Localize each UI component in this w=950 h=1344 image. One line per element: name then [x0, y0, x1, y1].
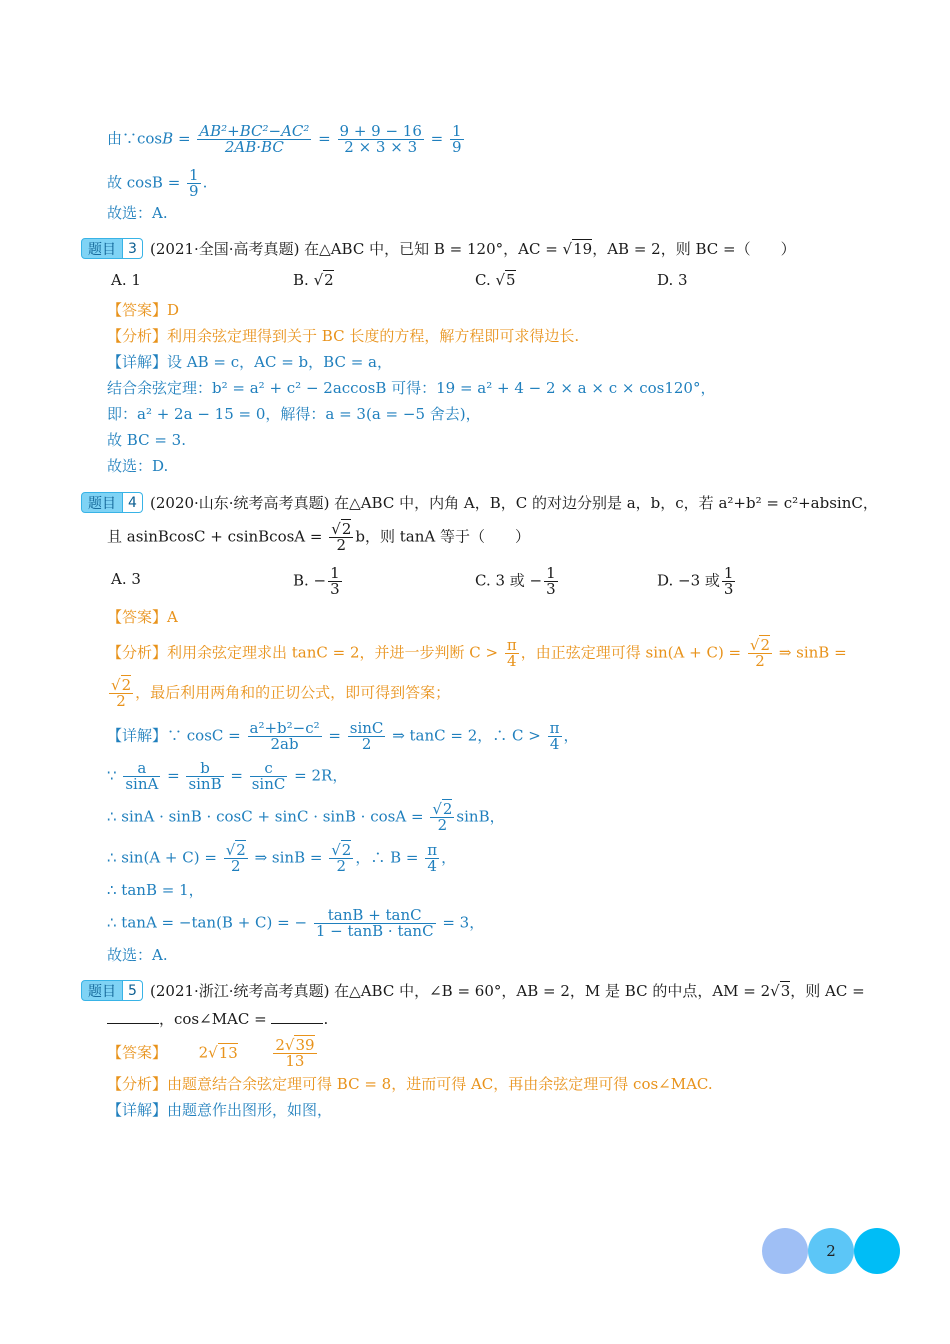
fraction-result: $\frac{1}{9}$ — [452, 122, 462, 156]
q4-detail-2: ∵ $\frac{a}{\sin A}$ = $\frac{b}{\sin B}$ = $\frac{c}{\sin C}$ = 2R， — [107, 759, 348, 793]
q4-option-a: A. 3 — [111, 570, 141, 588]
q4-detail-5: ∴ tanB = 1， — [107, 881, 204, 899]
q5-analysis: 【分析】由题意结合余弦定理可得 BC = 8，进而可得 AC，再由余弦定理可得 cos∠MAC. — [107, 1075, 713, 1093]
tag-label: 题目 — [81, 492, 123, 513]
q4-analysis-1: 【分析】利用余弦定理求出 tanC = 2，并进一步判断 C > $\frac{\pi}{4}$ ，由正弦定理可得 sin(A + C) = $\frac{√2}{2}$ ⇒ sinB = — [107, 636, 847, 670]
q4-detail-3: ∴ sinA · sinB · cosC + sinC · sinB · cosA = $\frac{√2}{2}$ sinB， — [107, 800, 505, 834]
q4-option-d: D. −3 或 $\frac{1}{3}$ — [657, 564, 734, 598]
tag-number: 4 — [123, 492, 143, 513]
q3-option-b: B. √2 — [293, 271, 334, 289]
fraction-root2-over-2: $\frac{√2}{2}$ — [331, 520, 352, 554]
q3-detail-5: 故选：D. — [107, 457, 169, 475]
question-tag-3 — [81, 238, 143, 259]
q4-detail-6: ∴ tanA = −tan(B + C) = − $\frac{\tan B + \tan C}{1 - \tan B \cdot \tan C}$ = 3， — [107, 906, 485, 940]
carry-line-1: 由∵cosB = $\frac{\text{AB²+BC²−AC²}}{2AB\cdot BC}$ = $\frac{9 + 9 - 16}{2 \times 3 \times 3}$ = $\frac{1}{9}$ — [107, 122, 462, 156]
question-tag-4 — [81, 492, 143, 513]
q3-option-d: D. 3 — [657, 271, 688, 289]
q3-option-c: C. √5 — [475, 271, 516, 289]
q5-answer: 【答案】 2√13 $\frac{2√39}{13}$ — [107, 1036, 315, 1070]
page-number: 2 — [826, 1242, 836, 1260]
q4-detail-7: 故选：A. — [107, 946, 168, 964]
carry-line-2: 故 cosB = $\frac{1}{9}$ . — [107, 166, 208, 200]
carry-line-3: 故选：A. — [107, 204, 168, 222]
page-number-badge — [762, 1228, 902, 1276]
tag-number: 3 — [123, 238, 143, 259]
q4-detail-1: 【详解】∵ cosC = $\frac{\text{a²+b²−c²}}{2ab}$ = $\frac{\sin C}{2}$ ⇒ tanC = 2，∴ C > $\frac{\pi}{4}$ ， — [107, 719, 579, 753]
q3-detail-3: 即：a² + 2a − 15 = 0，解得：a = 3(a = −5 舍去)， — [107, 405, 481, 423]
answer-blank-2[interactable] — [271, 1009, 323, 1024]
q3-detail-2: 结合余弦定理：b² = a² + c² − 2accosB 可得：19 = a² + 4 − 2 × a × c × cos120°， — [107, 379, 716, 397]
q4-stem-1: (2020·山东·统考高考真题) 在△ABC 中，内角 A，B，C 的对边分别是 a，b，c，若 a²+b² = c²+absinC， — [150, 494, 878, 512]
q3-option-a: A. 1 — [111, 271, 141, 289]
q5-detail: 【详解】由题意作出图形，如图， — [107, 1101, 333, 1119]
fraction-cosB: $\frac{\text{AB²+BC²−AC²}}{2AB\cdot BC}$ — [199, 122, 310, 156]
q3-analysis: 【分析】利用余弦定理得到关于 BC 长度的方程，解方程即可求得边长. — [107, 327, 580, 345]
q3-answer: 【答案】D — [107, 301, 180, 319]
q3-detail-1: 【详解】设 AB = c，AC = b，BC = a， — [107, 353, 392, 371]
q4-answer: 【答案】A — [107, 608, 178, 626]
q4-option-b: B. − $\frac{1}{3}$ — [293, 564, 340, 598]
q5-stem-1: (2021·浙江·统考高考真题) 在△ABC 中，∠B = 60°，AB = 2，M 是 BC 的中点，AM = 2√3，则 AC = — [150, 982, 865, 1000]
answer-blank-1[interactable] — [107, 1009, 159, 1024]
fraction-one-ninth: $\frac{1}{9}$ — [189, 166, 199, 200]
q4-detail-4: ∴ sin(A + C) = $\frac{√2}{2}$ ⇒ sinB = $\frac{√2}{2}$ ，∴ B = $\frac{\pi}{4}$ ， — [107, 841, 457, 875]
q5-stem-2: ，cos∠MAC = . — [107, 1008, 328, 1030]
circle-decoration-1 — [762, 1228, 808, 1274]
q4-stem-2: 且 asinBcosC + csinBcosA = $\frac{√2}{2}$ b，则 tanA 等于（ ） — [107, 520, 530, 554]
fraction-numeric: $\frac{9 + 9 - 16}{2 \times 3 \times 3}$ — [339, 122, 422, 156]
tag-number: 5 — [123, 980, 143, 1001]
q4-option-c: C. 3 或 − $\frac{1}{3}$ — [475, 564, 556, 598]
circle-decoration-3 — [854, 1228, 900, 1274]
tag-label: 题目 — [81, 980, 123, 1001]
q3-stem: (2021·全国·高考真题) 在△ABC 中，已知 B = 120°，AC = √19，AB = 2，则 BC =（ ） — [150, 240, 796, 258]
question-tag-5 — [81, 980, 143, 1001]
q3-detail-4: 故 BC = 3. — [107, 431, 186, 449]
q4-analysis-2: $\frac{√2}{2}$ ，最后利用两角和的正切公式，即可得到答案； — [111, 676, 451, 710]
tag-label: 题目 — [81, 238, 123, 259]
